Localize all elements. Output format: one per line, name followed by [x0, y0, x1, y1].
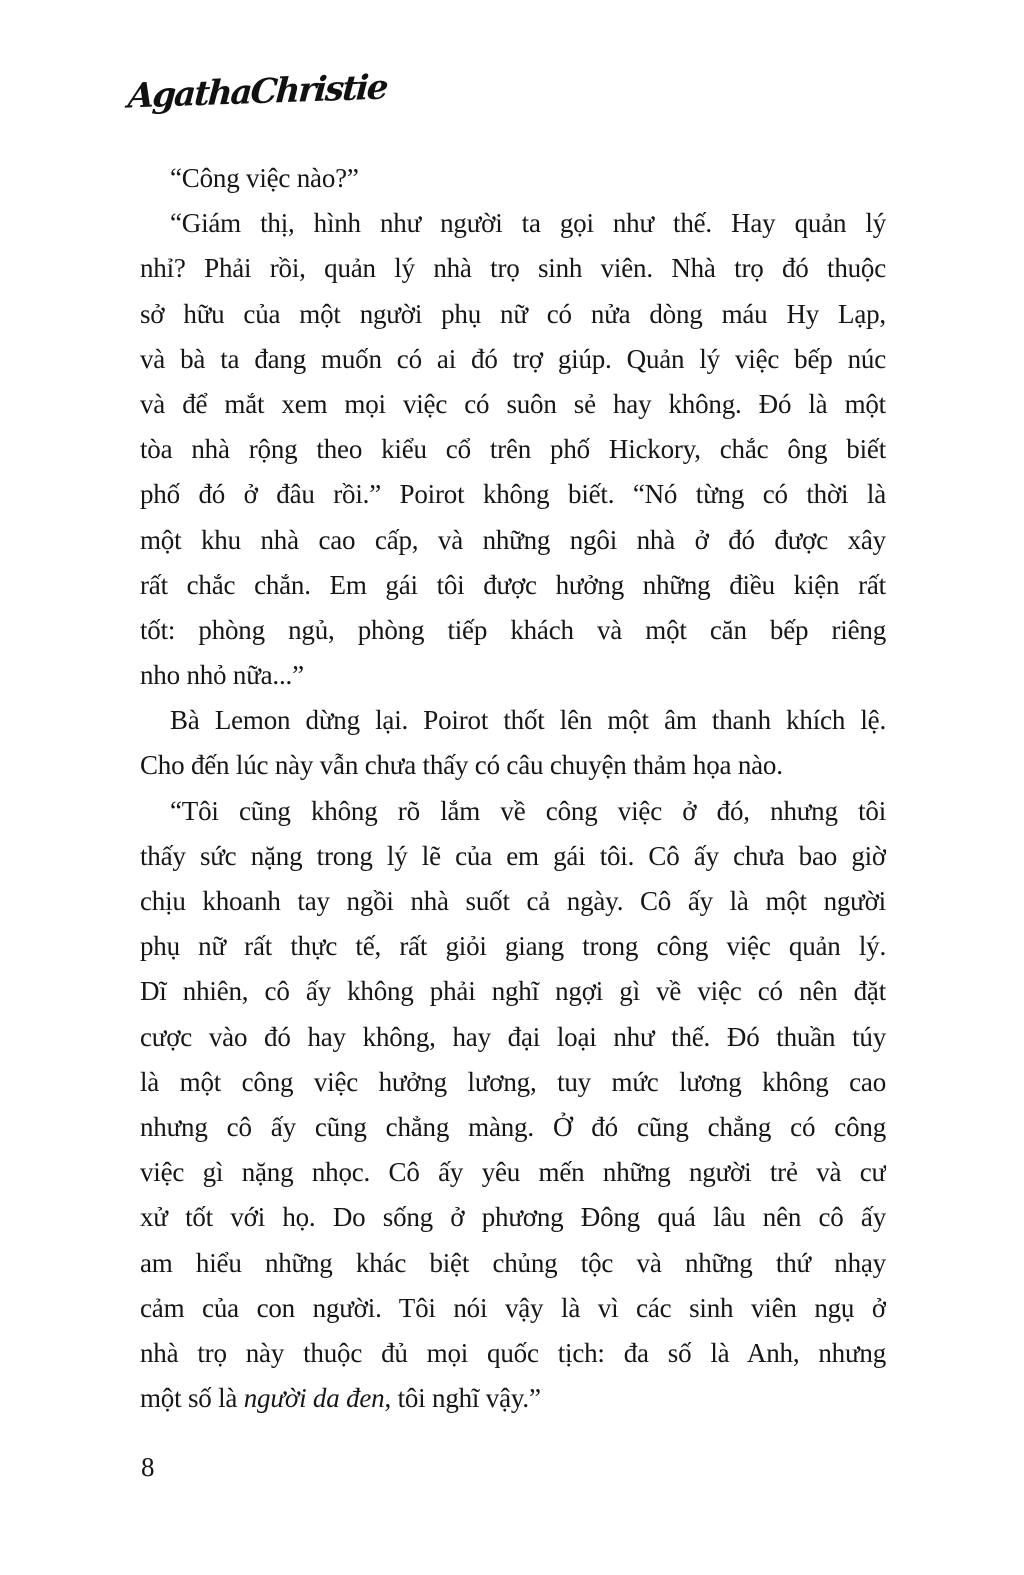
text-line: xử tốt với họ. Do sống ở phương Đông quá lâu nên cô ấy — [140, 1202, 886, 1233]
text-line: nho nhỏ nữa...” — [140, 660, 304, 691]
text-line: thấy sức nặng trong lý lẽ của em gái tôi. Cô ấy chưa bao giờ — [140, 840, 886, 871]
text-line: am hiểu những khác biệt chủng tộc và những thứ nhạy — [140, 1247, 886, 1278]
text-line: Dĩ nhiên, cô ấy không phải nghĩ ngợi gì về việc có nên đặt — [140, 976, 886, 1007]
text-line: tốt: phòng ngủ, phòng tiếp khách và một căn bếp riêng — [140, 614, 886, 645]
page-number: 8 — [141, 1452, 155, 1482]
text-line: rất chắc chắn. Em gái tôi được hưởng những điều kiện rất — [140, 569, 886, 600]
text-line: và bà ta đang muốn có ai đó trợ giúp. Quản lý việc bếp núc — [140, 343, 886, 374]
text-line: Cho đến lúc này vẫn chưa thấy có câu chuyện thảm họa nào. — [140, 750, 783, 781]
text-line: tòa nhà rộng theo kiểu cổ trên phố Hickory, chắc ông biết — [140, 434, 886, 465]
text-line: nhỉ? Phải rồi, quản lý nhà trọ sinh viên. Nhà trọ đó thuộc — [140, 253, 886, 284]
text-line: cảm của con người. Tôi nói vậy là vì các sinh viên ngụ ở — [140, 1292, 886, 1323]
text-line: phố đó ở đâu rồi.” Poirot không biết. “Nó từng có thời là — [140, 479, 886, 510]
paragraph — [140, 789, 886, 1422]
agatha-christie-signature-logo: AgathaChristie — [126, 67, 388, 117]
text-line: nhà trọ này thuộc đủ mọi quốc tịch: đa số là Anh, nhưng — [140, 1337, 886, 1368]
text-line: là một công việc hưởng lương, tuy mức lương không cao — [140, 1066, 886, 1097]
text-line: việc gì nặng nhọc. Cô ấy yêu mến những người trẻ và cư — [140, 1157, 886, 1188]
text-line: một số là người da đen, tôi nghĩ vậy.” — [140, 1383, 541, 1414]
paragraph — [140, 698, 886, 788]
text-line: Bà Lemon dừng lại. Poirot thốt lên một âm thanh khích lệ. — [170, 705, 886, 736]
text-line: cược vào đó hay không, hay đại loại như thế. Đó thuần túy — [140, 1021, 886, 1052]
text-line: “Công việc nào?” — [170, 163, 359, 193]
text-line: nhưng cô ấy cũng chẳng màng. Ở đó cũng chẳng có công — [140, 1111, 886, 1142]
paragraph — [140, 201, 886, 698]
text-line: “Giám thị, hình như người ta gọi như thế. Hay quản lý — [170, 208, 886, 239]
text-line: một khu nhà cao cấp, và những ngôi nhà ở đó được xây — [140, 524, 886, 555]
text-line: “Tôi cũng không rõ lắm về công việc ở đó, nhưng tôi — [170, 795, 886, 826]
body-text — [140, 156, 886, 1421]
text-line: phụ nữ rất thực tế, rất giỏi giang trong công việc quản lý. — [140, 931, 886, 962]
text-line: và để mắt xem mọi việc có suôn sẻ hay không. Đó là một — [140, 388, 886, 419]
text-line: chịu khoanh tay ngồi nhà suốt cả ngày. Cô ấy là một người — [140, 886, 886, 916]
paragraph — [140, 156, 886, 201]
text-line: sở hữu của một người phụ nữ có nửa dòng máu Hy Lạp, — [140, 298, 886, 329]
